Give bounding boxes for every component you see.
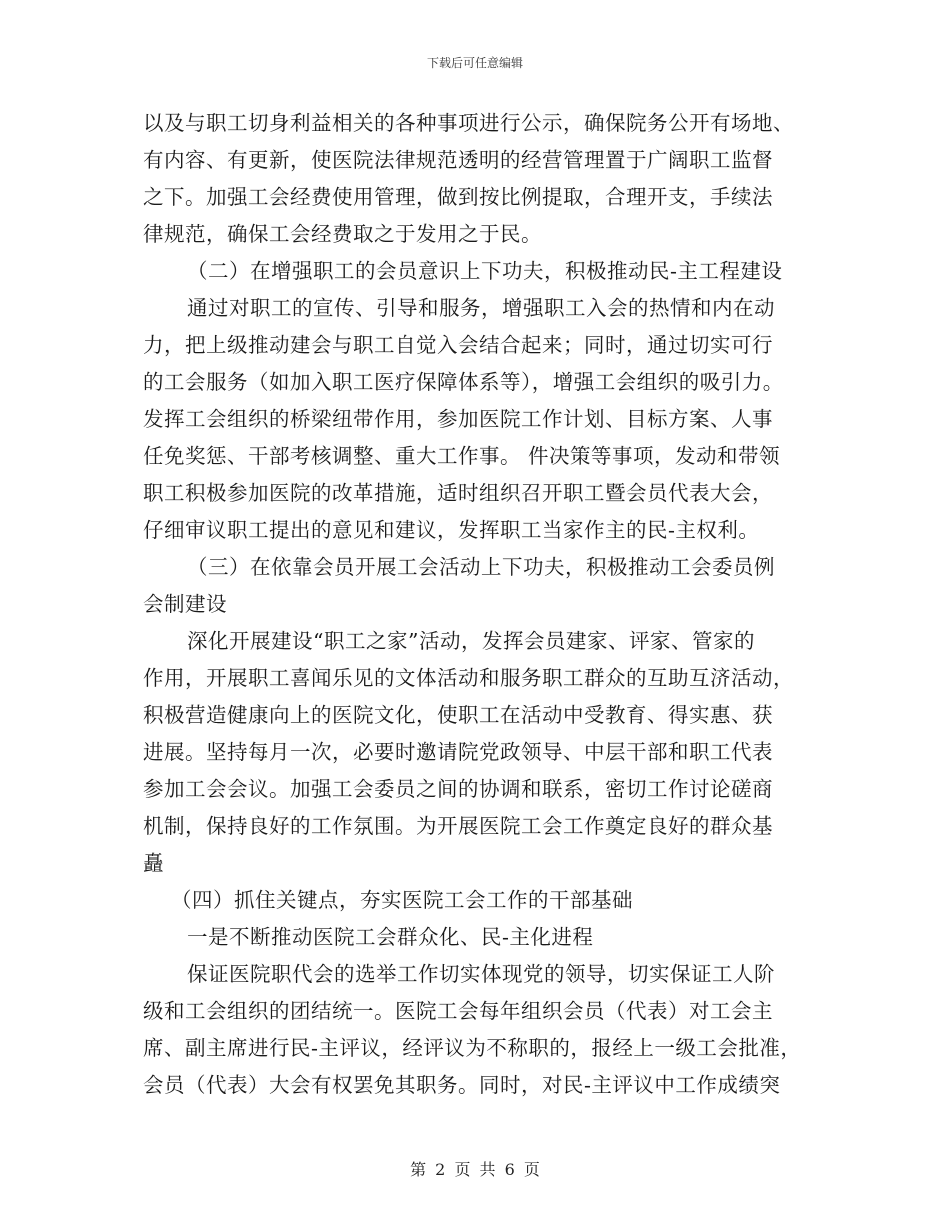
paragraph-line: 矗 — [143, 851, 164, 875]
paragraph-line: 深化开展建设“职工之家”活动，发挥会员建家、评家、管家的 — [187, 629, 755, 653]
paragraph-line: 通过对职工的宣传、引导和服务，增强职工入会的热情和内在动 — [187, 296, 775, 320]
paragraph-line: 参加工会会议。加强工会委员之间的协调和联系，密切工作讨论磋商 — [143, 777, 773, 801]
sub-heading-1: 一是不断推动医院工会群众化、民-主化进程 — [187, 925, 594, 949]
paragraph-line: 仔细审议职工提出的意见和建议，发挥职工当家作主的民-主权利。 — [143, 518, 760, 542]
page-number-footer: 第 2 页 共 6 页 — [410, 1160, 540, 1179]
page-header-note: 下载后可任意编辑 — [426, 56, 523, 70]
paragraph-line: 作用，开展职工喜闻乐见的文体活动和服务职工群众的互助互济活动， — [143, 666, 794, 690]
paragraph-line: 进展。坚持每月一次，必要时邀请院党政领导、中层干部和职工代表 — [143, 740, 773, 764]
paragraph-line: 以及与职工切身利益相关的各种事项进行公示，确保院务公开有场地、 — [143, 111, 794, 135]
paragraph-line: 席、副主席进行民-主评议，经评议为不称职的，报经上一级工会批准， — [143, 1036, 802, 1060]
paragraph-line: 职工积极参加医院的改革措施，适时组织召开职工暨会员代表大会， — [143, 481, 773, 505]
section-heading-3: （三）在依靠会员开展工会活动上下功夫，积极推动工会委员例 — [187, 555, 775, 579]
paragraph-line: 之下。加强工会经费使用管理，做到按比例提取，合理开支，手续法 — [143, 185, 773, 209]
paragraph-line: 力，把上级推动建会与职工自觉入会结合起来；同时，通过切实可行 — [143, 333, 773, 357]
paragraph-line: 保证医院职代会的选举工作切实体现党的领导，切实保证工人阶 — [187, 962, 775, 986]
paragraph-line: 级和工会组织的团结统一。医院工会每年组织会员（代表）对工会主 — [143, 999, 773, 1023]
paragraph-line: 有内容、有更新，使医院法律规范透明的经营管理置于广阔职工监督 — [143, 148, 773, 172]
paragraph-line: 积极营造健康向上的医院文化，使职工在活动中受教育、得实惠、获 — [143, 703, 773, 727]
paragraph-line: 的工会服务（如加入职工医疗保障体系等），增强工会组织的吸引力。 — [143, 370, 784, 394]
paragraph-line: 会员（代表）大会有权罢免其职务。同时，对民-主评议中工作成绩突 — [143, 1073, 781, 1097]
paragraph-line: 发挥工会组织的桥梁纽带作用，参加医院工作计划、目标方案、人事 — [143, 407, 773, 431]
paragraph-line: 机制，保持良好的工作氛围。为开展医院工会工作奠定良好的群众基 — [143, 814, 773, 838]
paragraph-line: 律规范，确保工会经费取之于发用之于民。 — [143, 222, 542, 246]
section-heading-2: （二）在增强职工的会员意识上下功夫，积极推动民-主工程建设 — [187, 259, 783, 283]
section-heading-3-cont: 会制建设 — [143, 592, 227, 616]
section-heading-4: （四）抓住关键点，夯实医院工会工作的干部基础 — [171, 888, 633, 912]
document-body — [143, 105, 823, 1104]
paragraph-line: 任免奖惩、干部考核调整、重大工作事。 件决策等事项，发动和带领 — [143, 444, 781, 468]
